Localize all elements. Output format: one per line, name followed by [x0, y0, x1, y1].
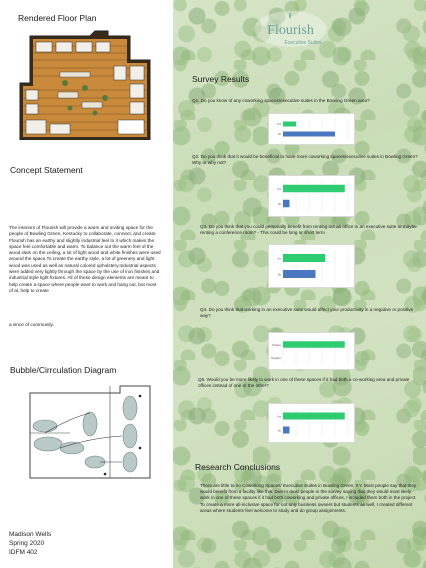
- flourish-logo-mark: [253, 9, 328, 49]
- chart-category-label: Yes: [276, 123, 281, 126]
- concept-statement-body: The interiors of Flourish will provide a warm and inviting space for the people of Bowling Green, Kentucky to collaborate, connect, and create. Flourish has an earthy and slightly industrial feel to it which makes the space feel comfortable and warm. To balance out the warm feel of the wood slats on the ceiling, a lot of light wood and white finishes were used around the space.To create the earthy style, a lot of greenery and light wood was used as well as natural colored upholstery.Industrial aspects were added very lightly through the space by the use of iron finishes and industrial style light fixtures. All of these design elements are meant to help create a space where people want to work and hang out, but most of al, help to create: [9, 225, 161, 293]
- survey-results-title: Survey Results: [192, 74, 250, 84]
- chart-category-label: Yes: [276, 188, 281, 191]
- chart-category-label: Positive: [272, 343, 281, 347]
- author-course: IDFM 402: [9, 549, 38, 556]
- chart-bar: [283, 185, 345, 193]
- author-term: Spring 2020: [9, 540, 45, 547]
- chart-q1: [268, 113, 355, 145]
- research-conclusions-title: Research Conclusions: [195, 462, 281, 472]
- chart-category-label: Yes: [276, 415, 281, 419]
- chart-category-label: Yes: [276, 257, 281, 261]
- survey-q3: Q3. Do you think that you could personally benefit from renting out an office in an executive suite or maybe renting a conference room? - This could be long or short term: [200, 224, 417, 235]
- research-conclusions-body: There are little to no Coworking Spaces/ Executive Suites in Bowling Green, KY. Most people say that they would benefit from a facility like this. Due to most people in the survey saying that they would most likely work in one of these spaces if it had both coworking and private offices, I included them both in the project. To create a more all-inclusive space for not only business owners but students as well, I created different areas where students feel welcome to study and do group assignments.: [200, 483, 417, 513]
- chart-bar: [283, 270, 316, 278]
- chart-bar: [283, 200, 290, 208]
- chart-category-label: No: [277, 203, 281, 206]
- chart-q2: [268, 175, 355, 217]
- concept-statement-title: Concept Statement: [10, 165, 83, 175]
- chart-bar: [283, 341, 345, 348]
- chart-bar: [283, 132, 335, 137]
- concept-statement-end: a since of community.: [9, 322, 54, 327]
- floor-plan-image: [10, 28, 155, 140]
- chart-bar: [283, 427, 290, 434]
- chart-category-label: Negative: [271, 356, 281, 360]
- chart-q3: [268, 244, 355, 288]
- chart-category-label: No: [277, 273, 281, 277]
- chart-bar: [283, 413, 345, 420]
- logo-name: Flourish: [267, 23, 314, 38]
- chart-category-label: No: [277, 133, 281, 136]
- bubble-diagram-title: Bubble/Cirrculation Diagram: [10, 365, 117, 375]
- survey-q1: Q1. Do you know of any coworking spaces/executive suites in the Bowling Green area?: [192, 98, 370, 103]
- bubble-diagram-image: [10, 378, 160, 488]
- left-column: [0, 0, 173, 568]
- logo-tagline: Executive Suites: [284, 40, 322, 46]
- survey-q5: Q5. Would you be more likely to work in one of these spaces if it had both a co-working area and private offices instead of one or the other?: [198, 377, 410, 388]
- chart-q5: [268, 403, 355, 443]
- right-column: [173, 0, 426, 568]
- chart-bar: [283, 122, 296, 127]
- chart-q4: [268, 332, 355, 370]
- author-name: Madison Wells: [9, 531, 52, 538]
- floor-plan-title: Rendered Floor Plan: [18, 13, 97, 23]
- chart-category-label: No: [277, 429, 281, 433]
- flourish-logo: [253, 9, 328, 49]
- survey-q4: Q4. Do you think that working in an executive suite would affect your productivity in a negative or positive way?: [200, 307, 414, 318]
- survey-q2: Q2. Do you think that it would be beneficial to have more coworking spaces/executive suites in Bowling Green? Why or why not?: [192, 154, 418, 165]
- chart-bar: [283, 254, 325, 262]
